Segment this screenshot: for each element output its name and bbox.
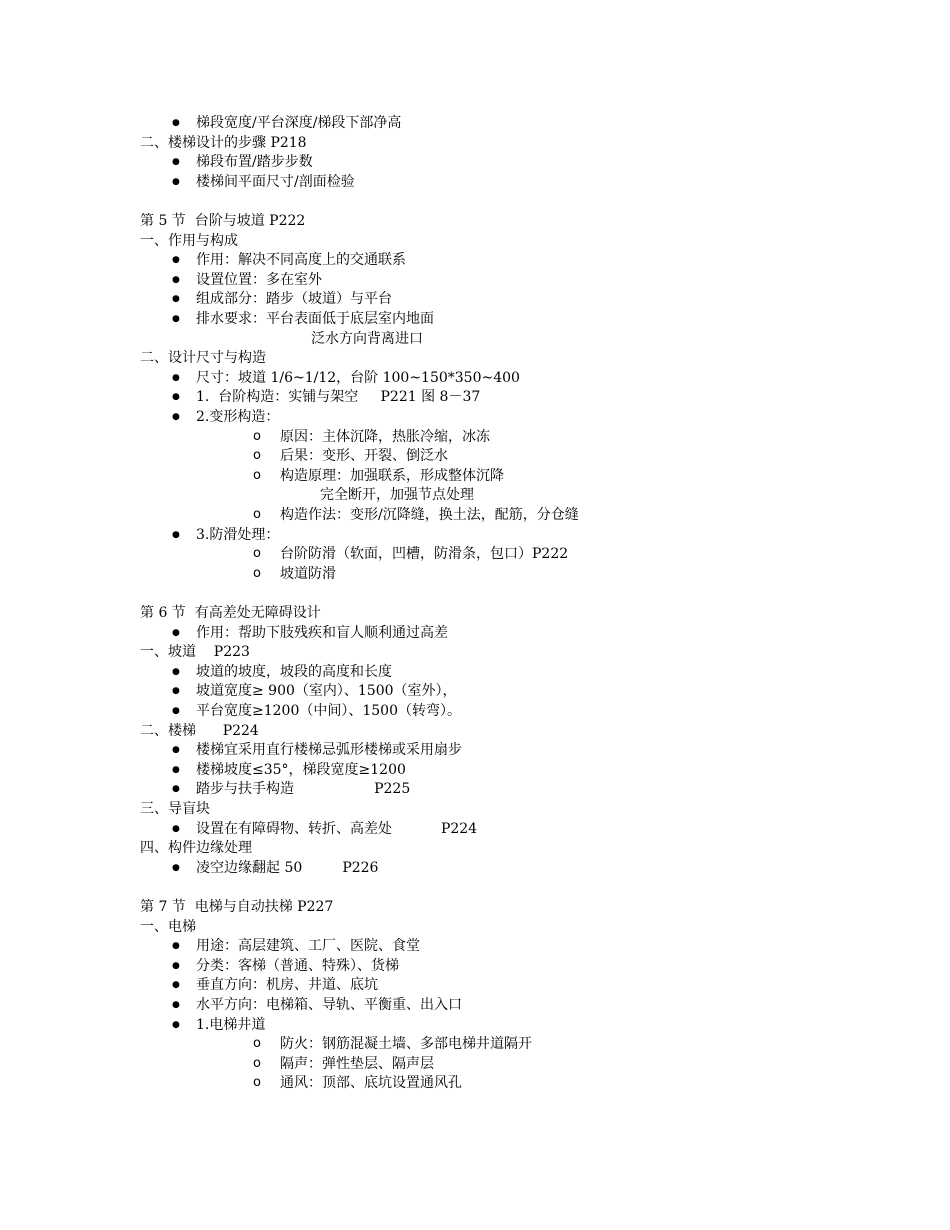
list-item bbox=[0, 407, 950, 427]
sub-list-item-text: 坡道防滑 bbox=[280, 565, 336, 582]
sub-list-item-text: 防火：钢筋混凝土墙、多部电梯井道隔开 bbox=[280, 1036, 532, 1053]
list-item-text: 水平方向：电梯箱、导轨、平衡重、出入口 bbox=[196, 997, 462, 1013]
sub-list-item bbox=[0, 544, 950, 564]
list-item bbox=[0, 152, 950, 172]
list-item-text: 坡道宽度≥ 900（室内）、1500（室外）， bbox=[196, 683, 457, 700]
sub-list-item bbox=[0, 427, 950, 447]
bullet-icon: ● bbox=[172, 764, 180, 775]
bullet-icon: ● bbox=[172, 412, 180, 422]
list-item-text: 垂直方向：机房、井道、底坑 bbox=[196, 977, 378, 994]
list-item bbox=[0, 956, 950, 976]
list-item bbox=[0, 387, 950, 407]
bullet-icon: ● bbox=[172, 157, 180, 168]
circle-bullet-icon: o bbox=[253, 1075, 261, 1091]
circle-bullet-icon: o bbox=[253, 428, 261, 444]
circle-bullet-icon: o bbox=[253, 1055, 261, 1071]
sub-list-item-text: 原因：主体沉降，热胀冷缩，冰冻 bbox=[280, 428, 490, 445]
heading-text: 二、设计尺寸与构造 bbox=[140, 350, 266, 367]
heading-text: 二、楼梯设计的步骤 P218 bbox=[140, 134, 307, 151]
circle-bullet-icon: o bbox=[253, 565, 261, 581]
sub-list-item bbox=[0, 1054, 950, 1074]
bullet-icon: ● bbox=[172, 980, 180, 991]
list-item bbox=[0, 819, 950, 839]
list-item-text: 梯段宽度/平台深度/梯段下部净高 bbox=[196, 115, 402, 131]
list-item bbox=[0, 760, 950, 780]
circle-bullet-icon: o bbox=[253, 448, 261, 464]
list-item-text: 踏步与扶手构造 P225 bbox=[196, 781, 411, 798]
section-heading bbox=[0, 838, 950, 858]
sub-list-item bbox=[0, 446, 950, 466]
section-heading bbox=[0, 133, 950, 153]
list-item bbox=[0, 779, 950, 799]
list-item bbox=[0, 1015, 950, 1035]
list-item-text: 分类：客梯（普通、特殊）、货梯 bbox=[196, 957, 399, 974]
bullet-icon: ● bbox=[172, 529, 180, 540]
heading-text: 一、电梯 bbox=[140, 918, 196, 935]
list-item-text: 平台宽度≥1200（中间）、1500（转弯）。 bbox=[196, 703, 461, 719]
list-item-text: 1. 台阶构造：实铺与架空 P221 图 8－37 bbox=[196, 389, 481, 406]
list-item-text: 作用：帮助下肢残疾和盲人顺利通过高差 bbox=[196, 624, 448, 641]
list-item bbox=[0, 172, 950, 192]
bullet-icon: ● bbox=[172, 1000, 180, 1010]
list-item-text: 排水要求：平台表面低于底层室内地面 bbox=[196, 311, 434, 327]
sub-list-item-text: 后果：变形、开裂、倒泛水 bbox=[280, 448, 448, 465]
heading-text: 二、楼梯 P224 bbox=[140, 722, 259, 739]
section-heading bbox=[0, 799, 950, 819]
sub-list-item bbox=[0, 505, 950, 525]
list-item-text: 组成部分：踏步（坡道）与平台 bbox=[196, 291, 392, 308]
list-item-text: 尺寸：坡道 1/6~1/12，台阶 100~150*350~400 bbox=[196, 369, 520, 386]
bullet-icon: ● bbox=[172, 784, 180, 795]
list-item bbox=[0, 289, 950, 309]
section-heading bbox=[0, 211, 950, 231]
heading-text: 一、作用与构成 bbox=[140, 232, 238, 249]
sub-list-item-text: 构造作法：变形/沉降缝，换土法，配筋，分仓缝 bbox=[280, 507, 579, 523]
bullet-icon: ● bbox=[172, 706, 180, 716]
continuation-line bbox=[0, 485, 950, 505]
bullet-icon: ● bbox=[172, 862, 180, 873]
list-item-text: 楼梯宜采用直行楼梯忌弧形楼梯或采用扇步 bbox=[196, 742, 462, 759]
list-item bbox=[0, 936, 950, 956]
list-item bbox=[0, 623, 950, 643]
section-heading bbox=[0, 721, 950, 741]
section-heading bbox=[0, 917, 950, 937]
bullet-icon: ● bbox=[172, 294, 180, 305]
sub-list-item-text: 台阶防滑（软面，凹槽，防滑条，包口）P222 bbox=[280, 546, 569, 563]
bullet-icon: ● bbox=[172, 274, 180, 285]
bullet-icon: ● bbox=[172, 666, 180, 677]
heading-text: 三、导盲块 bbox=[140, 801, 210, 817]
bullet-icon: ● bbox=[172, 372, 180, 383]
list-item bbox=[0, 113, 950, 133]
bullet-icon: ● bbox=[172, 941, 180, 952]
section-heading bbox=[0, 348, 950, 368]
circle-bullet-icon: o bbox=[253, 546, 261, 562]
heading-text: 第 5 节 台阶与坡道 P222 bbox=[140, 213, 306, 229]
list-item bbox=[0, 858, 950, 878]
list-item-text: 楼梯坡度≤35°，梯段宽度≥1200 bbox=[196, 761, 406, 778]
section-heading bbox=[0, 897, 950, 917]
heading-text: 一、坡道 P223 bbox=[140, 644, 250, 661]
sub-list-item-text: 构造原理：加强联系，形成整体沉降 bbox=[280, 467, 504, 484]
bullet-icon: ● bbox=[172, 255, 180, 266]
sub-list-item bbox=[0, 1073, 950, 1093]
list-item-text: 1.电梯井道 bbox=[196, 1016, 266, 1033]
list-item bbox=[0, 995, 950, 1015]
circle-bullet-icon: o bbox=[253, 507, 261, 522]
continuation-text: 泛水方向背离进口 bbox=[311, 330, 423, 347]
bullet-icon: ● bbox=[172, 960, 180, 971]
bullet-icon: ● bbox=[172, 686, 180, 697]
continuation-text: 完全断开，加强节点处理 bbox=[320, 487, 474, 504]
section-heading bbox=[0, 642, 950, 662]
list-item-text: 凌空边缘翻起 50 P226 bbox=[196, 859, 379, 876]
heading-text: 四、构件边缘处理 bbox=[140, 840, 252, 857]
sub-list-item bbox=[0, 1034, 950, 1054]
bullet-icon: ● bbox=[172, 627, 180, 638]
bullet-icon: ● bbox=[172, 176, 180, 187]
list-item bbox=[0, 368, 950, 388]
bullet-icon: ● bbox=[172, 118, 180, 128]
list-item-text: 梯段布置/踏步步数 bbox=[196, 154, 313, 171]
list-item bbox=[0, 975, 950, 995]
continuation-line bbox=[0, 329, 950, 349]
sub-list-item bbox=[0, 466, 950, 486]
list-item bbox=[0, 309, 950, 329]
list-item-text: 用途：高层建筑、工厂、医院、食堂 bbox=[196, 938, 420, 955]
heading-text: 第 6 节 有高差处无障碍设计 bbox=[140, 605, 321, 621]
section-heading bbox=[0, 231, 950, 251]
list-item-text: 楼梯间平面尺寸/剖面检验 bbox=[196, 173, 355, 190]
bullet-icon: ● bbox=[172, 823, 180, 834]
list-item bbox=[0, 701, 950, 721]
bullet-icon: ● bbox=[172, 314, 180, 324]
list-item-text: 2.变形构造： bbox=[196, 409, 280, 425]
circle-bullet-icon: o bbox=[253, 467, 261, 483]
list-item bbox=[0, 525, 950, 545]
bullet-icon: ● bbox=[172, 392, 180, 403]
circle-bullet-icon: o bbox=[253, 1036, 261, 1052]
section-heading bbox=[0, 603, 950, 623]
list-item-text: 坡道的坡度，坡段的高度和长度 bbox=[196, 663, 392, 680]
bullet-icon: ● bbox=[172, 1019, 180, 1030]
sub-list-item-text: 通风：顶部、底坑设置通风孔 bbox=[280, 1075, 462, 1092]
sub-list-item-text: 隔声：弹性垫层、隔声层 bbox=[280, 1055, 434, 1072]
list-item bbox=[0, 270, 950, 290]
list-item-text: 作用：解决不同高度上的交通联系 bbox=[196, 252, 406, 269]
sub-list-item bbox=[0, 564, 950, 584]
list-item bbox=[0, 681, 950, 701]
list-item bbox=[0, 250, 950, 270]
bullet-icon: ● bbox=[172, 745, 180, 756]
list-item-text: 设置在有障碍物、转折、高差处 P224 bbox=[196, 820, 478, 837]
list-item bbox=[0, 662, 950, 682]
list-item-text: 设置位置：多在室外 bbox=[196, 271, 322, 288]
list-item bbox=[0, 740, 950, 760]
list-item-text: 3.防滑处理： bbox=[196, 526, 280, 543]
heading-text: 第 7 节 电梯与自动扶梯 P227 bbox=[140, 899, 334, 915]
